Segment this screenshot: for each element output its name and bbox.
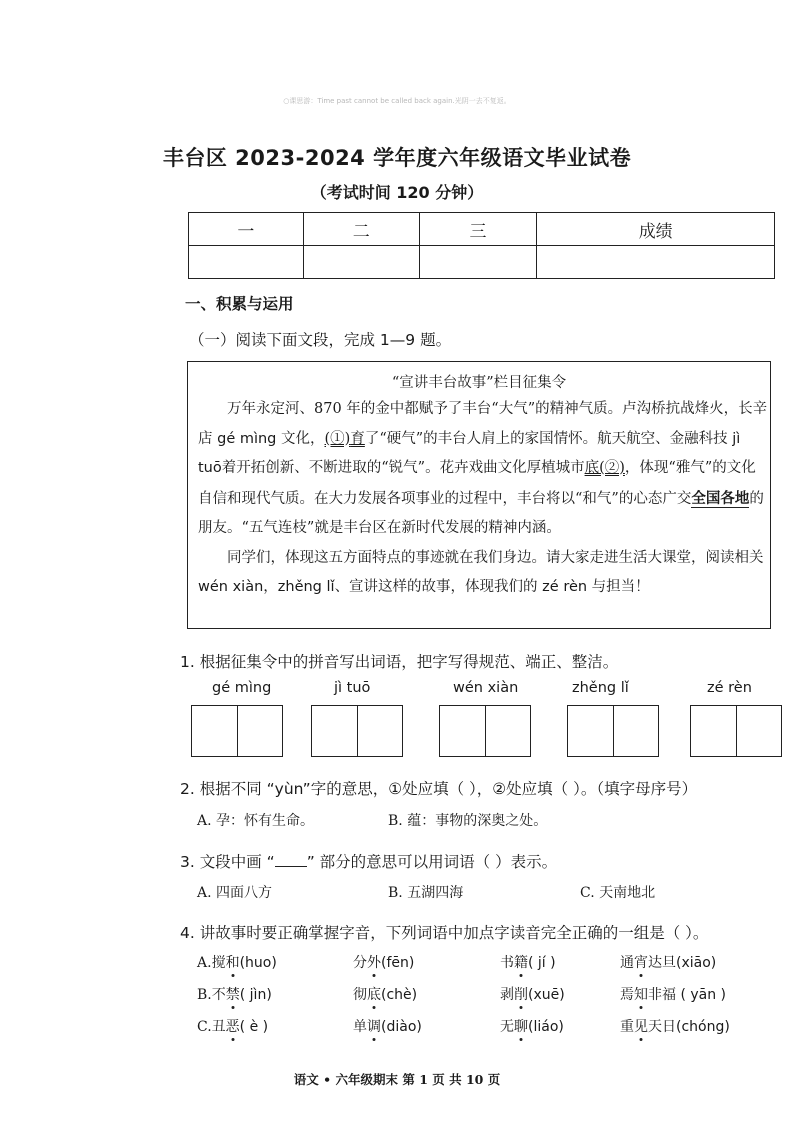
pinyin-term: ( jìn): [239, 987, 272, 1003]
char-cell[interactable]: [736, 706, 782, 756]
pinyin-term: ( jí ): [528, 955, 556, 971]
text-run: 、宣讲这样的故事，体现我们的: [334, 579, 543, 595]
text-run: 字的意思，①处应填（ ），②处应填（ ）。（填字母序号）: [310, 780, 698, 798]
text-run: 与担当！: [587, 579, 650, 595]
score-table-blank-row: [189, 246, 775, 279]
q3-option-b: B. 五湖四海: [388, 885, 464, 901]
text-run: 2. 根据不同: [180, 780, 267, 798]
dotted-char: 籍: [514, 952, 528, 972]
text-run: 通: [620, 955, 634, 971]
score-header-total: 成绩: [537, 213, 775, 246]
text-run: 3. 文段中画 “: [180, 853, 275, 871]
pinyin-term: (huo): [239, 955, 277, 971]
underline-sample: [275, 866, 307, 867]
marked-char: 育: [350, 430, 365, 447]
q4-item: [620, 984, 726, 1004]
text-run: 单: [353, 1019, 367, 1035]
text-run: 书: [500, 955, 514, 971]
text-run: 分: [353, 955, 367, 971]
blank-marker-1: (①): [324, 430, 351, 447]
char-cell[interactable]: [237, 706, 283, 756]
score-table: [188, 212, 775, 279]
score-header-3: 三: [419, 213, 537, 246]
dotted-char: 调: [367, 1016, 381, 1036]
answer-box-2[interactable]: [311, 705, 403, 757]
passage-text: [198, 395, 768, 603]
dotted-char: 外: [367, 952, 381, 972]
char-cell[interactable]: [192, 706, 237, 756]
pinyin-term: gé mìng: [217, 430, 277, 447]
passage-title: “宣讲丰台故事”栏目征集令: [391, 375, 567, 391]
char-cell[interactable]: [691, 706, 736, 756]
answer-box-3[interactable]: [439, 705, 531, 757]
answer-box-5[interactable]: [690, 705, 782, 757]
page-footer: 语文 • 六年级期末 第 1 页 共 10 页: [293, 1072, 501, 1087]
blank-marker-2: 底(②): [584, 460, 625, 476]
section-heading: 一、积累与运用: [185, 295, 294, 313]
pinyin-term: wén xiàn: [198, 579, 264, 595]
text-run: 同学们，体现这五方面特点的事迹就在我们身边。请大家走进生活大课堂，阅读相关: [227, 549, 764, 566]
text-run: 文化，: [276, 430, 325, 447]
pinyin-term: (diào): [381, 1019, 422, 1035]
text-run: ，体现“雅气”的文化自信和现代气质。在大力发展各项事业的过程中，丰台将以“和气”的心态广交: [198, 460, 756, 507]
option-label: C.: [197, 1019, 212, 1035]
char-cell[interactable]: [312, 706, 357, 756]
dotted-char: 底: [367, 984, 381, 1004]
passage-box: [187, 361, 771, 629]
pinyin-label: jì tuō: [334, 680, 371, 696]
text-run: 搅: [211, 955, 226, 971]
text-run: 重: [620, 1019, 634, 1035]
char-cell[interactable]: [357, 706, 403, 756]
q2-option-b: B. 蕴：事物的深奥之处。: [388, 813, 548, 829]
score-cell[interactable]: [189, 246, 304, 279]
q4-item: [620, 952, 716, 972]
pinyin-label: zé rèn: [707, 680, 752, 696]
q4-item: [500, 1016, 564, 1036]
q4-item: [353, 952, 414, 972]
score-cell[interactable]: [537, 246, 775, 279]
text-run: 不: [211, 987, 226, 1003]
q4-item: [353, 1016, 422, 1036]
dotted-char: 恶: [226, 1016, 240, 1036]
option-label: A.: [197, 955, 212, 971]
text-run: ” 部分的意思可以用词语（ ）表示。: [306, 853, 558, 871]
pinyin-term: zhěng lǐ: [277, 579, 335, 595]
question-1: 1. 根据征集令中的拼音写出词语，把字写得规范、端正、整洁。: [180, 653, 619, 671]
answer-box-4[interactable]: [567, 705, 659, 757]
dotted-char: 禁: [226, 984, 240, 1004]
pinyin-label: zhěng lǐ: [572, 680, 629, 696]
pinyin-term: 达旦(xiāo): [648, 955, 717, 971]
q4-row-c: [197, 1016, 268, 1036]
question-2: [180, 777, 697, 799]
dotted-char: 宵: [634, 952, 648, 972]
q4-item: [500, 984, 565, 1004]
text-run: 的朋友。“五气连枝”就是丰台区在新时代发展的精神内涵。: [198, 490, 764, 536]
pinyin-term: (fēn): [381, 955, 415, 971]
score-table-header-row: [189, 213, 775, 246]
q2-option-a: A. 孕：怀有生命。: [197, 813, 315, 829]
dotted-char: 聊: [514, 1016, 528, 1036]
pinyin-term: 非福 ( yān ): [648, 987, 727, 1003]
q4-item: [620, 1016, 730, 1036]
question-3: [180, 850, 557, 872]
text-run: 了“硬气”的丰台人肩上的家国情怀。航天航空、金融科技: [364, 430, 733, 447]
q3-option-a: A. 四面八方: [197, 885, 273, 901]
q3-option-c: C. 天南地北: [580, 885, 656, 901]
pinyin-term: zé rèn: [542, 579, 588, 595]
pinyin-term: (xuē): [528, 987, 565, 1003]
exam-title: 丰台区 2023-2024 学年度六年级语文毕业试卷: [162, 146, 632, 170]
q4-row-a: [197, 952, 277, 972]
part-heading: （一）阅读下面文段，完成 1—9 题。: [189, 331, 452, 349]
pinyin-term: ( è ): [239, 1019, 269, 1035]
pinyin-term: (chè): [381, 987, 418, 1003]
q4-row-b: [197, 984, 272, 1004]
char-cell[interactable]: [440, 706, 485, 756]
text-run: 彻: [353, 987, 367, 1003]
text-run: ，: [263, 579, 278, 595]
pinyin-term: (liáo): [528, 1019, 564, 1035]
char-cell[interactable]: [485, 706, 531, 756]
char-cell[interactable]: [568, 706, 613, 756]
q4-item: [500, 952, 556, 972]
passage-paragraph: [198, 544, 768, 603]
exam-duration: （考试时间 120 分钟）: [310, 183, 484, 202]
question-4: 4. 讲故事时要正确掌握字音，下列词语中加点字读音完全正确的一组是（ ）。: [180, 924, 709, 942]
dotted-char: 和: [226, 952, 240, 972]
text-run: 焉: [620, 987, 634, 1003]
text-run: 无: [500, 1019, 514, 1035]
pinyin-term: jì tuō: [198, 430, 741, 476]
watermark: ○课思游：Time past cannot be called back again.光阴一去不复返。: [283, 97, 511, 105]
score-cell[interactable]: [419, 246, 537, 279]
score-header-1: 一: [189, 213, 304, 246]
text-run: 着开拓创新、不断进取的“锐气”。花卉戏曲文化厚植城市: [221, 460, 585, 476]
underlined-phrase: 全国各地: [691, 489, 750, 507]
text-run: 万年永定河、870 年的金中都赋予了丰台“大气”的精神气质。卢沟桥抗战烽火，长辛店: [198, 401, 768, 447]
dotted-char: 见: [634, 1016, 648, 1036]
dotted-char: 知: [634, 984, 648, 1004]
pinyin-term: “yùn”: [266, 780, 311, 798]
answer-box-1[interactable]: [191, 705, 283, 757]
option-label: B.: [197, 987, 212, 1003]
passage-paragraph: [198, 395, 768, 544]
pinyin-label: gé mìng: [212, 680, 272, 696]
pinyin-term: 天日(chóng): [648, 1019, 730, 1035]
text-run: 丑: [211, 1019, 226, 1035]
q4-item: [353, 984, 417, 1004]
score-cell[interactable]: [303, 246, 419, 279]
char-cell[interactable]: [613, 706, 659, 756]
pinyin-label: wén xiàn: [453, 680, 519, 696]
dotted-char: 削: [514, 984, 528, 1004]
score-header-2: 二: [303, 213, 419, 246]
text-run: 剥: [500, 987, 514, 1003]
